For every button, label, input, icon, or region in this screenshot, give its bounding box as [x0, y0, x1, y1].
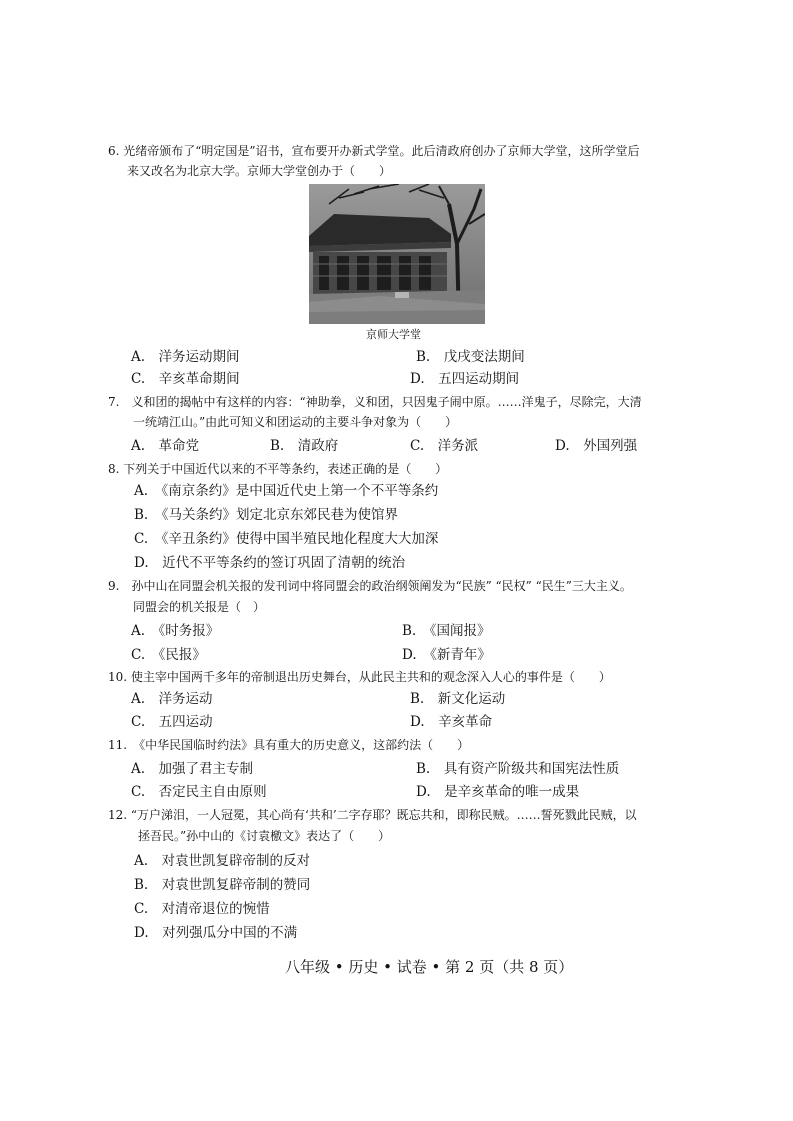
- q9-option-a[interactable]: A. 《时务报》: [131, 623, 220, 639]
- q11-option-c[interactable]: C. 否定民主自由原则: [131, 784, 267, 800]
- q11-stem: 11. 《中华民国临时约法》具有重大的历史意义，这部约法（ ）: [108, 738, 470, 752]
- q12-option-d[interactable]: D. 对列强瓜分中国的不满: [134, 925, 298, 941]
- image-caption: 京师大学堂: [366, 328, 421, 341]
- q12-option-a[interactable]: A. 对袁世凯复辟帝制的反对: [134, 853, 311, 869]
- q11-option-d[interactable]: D. 是辛亥革命的唯一成果: [416, 784, 580, 800]
- q9-option-b[interactable]: B. 《国闻报》: [402, 623, 491, 639]
- q6-option-d[interactable]: D. 五四运动期间: [410, 371, 520, 387]
- q6-stem-line2: 来又改名为北京大学。京师大学堂创办于（ ）: [127, 164, 392, 178]
- q10-option-c[interactable]: C. 五四运动: [131, 714, 213, 730]
- building-photo-illustration: [309, 184, 485, 324]
- q9-stem-line1: 9. 孙中山在同盟会机关报的发刊词中将同盟会的政治纲领阐发为“民族” “民权” “民生”三大主义。: [108, 579, 632, 593]
- q10-option-d[interactable]: D. 辛亥革命: [410, 714, 493, 730]
- q7-option-c[interactable]: C. 洋务派: [410, 438, 479, 454]
- q9-option-c[interactable]: C. 《民报》: [131, 647, 206, 663]
- q11-option-a[interactable]: A. 加强了君主专制: [131, 761, 254, 777]
- q7-option-b[interactable]: B. 清政府: [270, 438, 339, 454]
- q6-option-b[interactable]: B. 戊戌变法期间: [416, 349, 525, 365]
- q7-stem-line2: 一统靖江山。”由此可知义和团运动的主要斗争对象为（ ）: [133, 415, 458, 429]
- q8-option-a[interactable]: A. 《南京条约》是中国近代史上第一个不平等条约: [134, 483, 439, 499]
- q8-option-b[interactable]: B. 《马关条约》划定北京东郊民巷为使馆界: [134, 507, 398, 523]
- q6-stem-line1: 6. 光绪帝颁布了“明定国是”诏书，宣布要开办新式学堂。此后清政府创办了京师大学堂，这所学堂后: [108, 144, 640, 158]
- q12-stem-line2: 拯吾民。”孙中山的《讨袁檄文》表达了（ ）: [138, 829, 391, 843]
- q7-stem-line1: 7. 义和团的揭帖中有这样的内容：“神助拳，义和团，只因鬼子闹中原。……洋鬼子，尽除完，大清: [108, 395, 642, 409]
- q11-option-b[interactable]: B. 具有资产阶级共和国宪法性质: [416, 761, 620, 777]
- jingshi-university-photo: [309, 184, 485, 324]
- q7-option-a[interactable]: A. 革命党: [131, 438, 200, 454]
- q12-option-c[interactable]: C. 对清帝退位的惋惜: [134, 901, 270, 917]
- q12-stem-line1: 12. “万户涕泪，一人冠冕，其心尚有‘共和’二字存耶？既忘共和，即称民贼。……誓死戮此民贼，以: [108, 808, 637, 822]
- q12-option-b[interactable]: B. 对袁世凯复辟帝制的赞同: [134, 877, 311, 893]
- q8-option-c[interactable]: C. 《辛丑条约》使得中国半殖民地化程度大大加深: [134, 531, 439, 547]
- q9-option-d[interactable]: D. 《新青年》: [402, 647, 491, 663]
- q6-option-a[interactable]: A. 洋务运动期间: [131, 349, 240, 365]
- q10-stem: 10. 使主宰中国两千多年的帝制退出历史舞台，从此民主共和的观念深入人心的事件是（ ）: [108, 670, 611, 684]
- q9-stem-line2: 同盟会的机关报是（ ）: [133, 600, 266, 614]
- page-footer: 八年级 • 历史 • 试卷 • 第 2 页（共 8 页）: [285, 958, 574, 976]
- q6-option-c[interactable]: C. 辛亥革命期间: [131, 371, 240, 387]
- q8-option-d[interactable]: D. 近代不平等条约的签订巩固了清朝的统治: [134, 555, 406, 571]
- q8-stem: 8. 下列关于中国近代以来的不平等条约，表述正确的是（ ）: [108, 462, 448, 476]
- q7-option-d[interactable]: D. 外国列强: [555, 438, 638, 454]
- q10-option-b[interactable]: B. 新文化运动: [410, 691, 506, 707]
- q10-option-a[interactable]: A. 洋务运动: [131, 691, 213, 707]
